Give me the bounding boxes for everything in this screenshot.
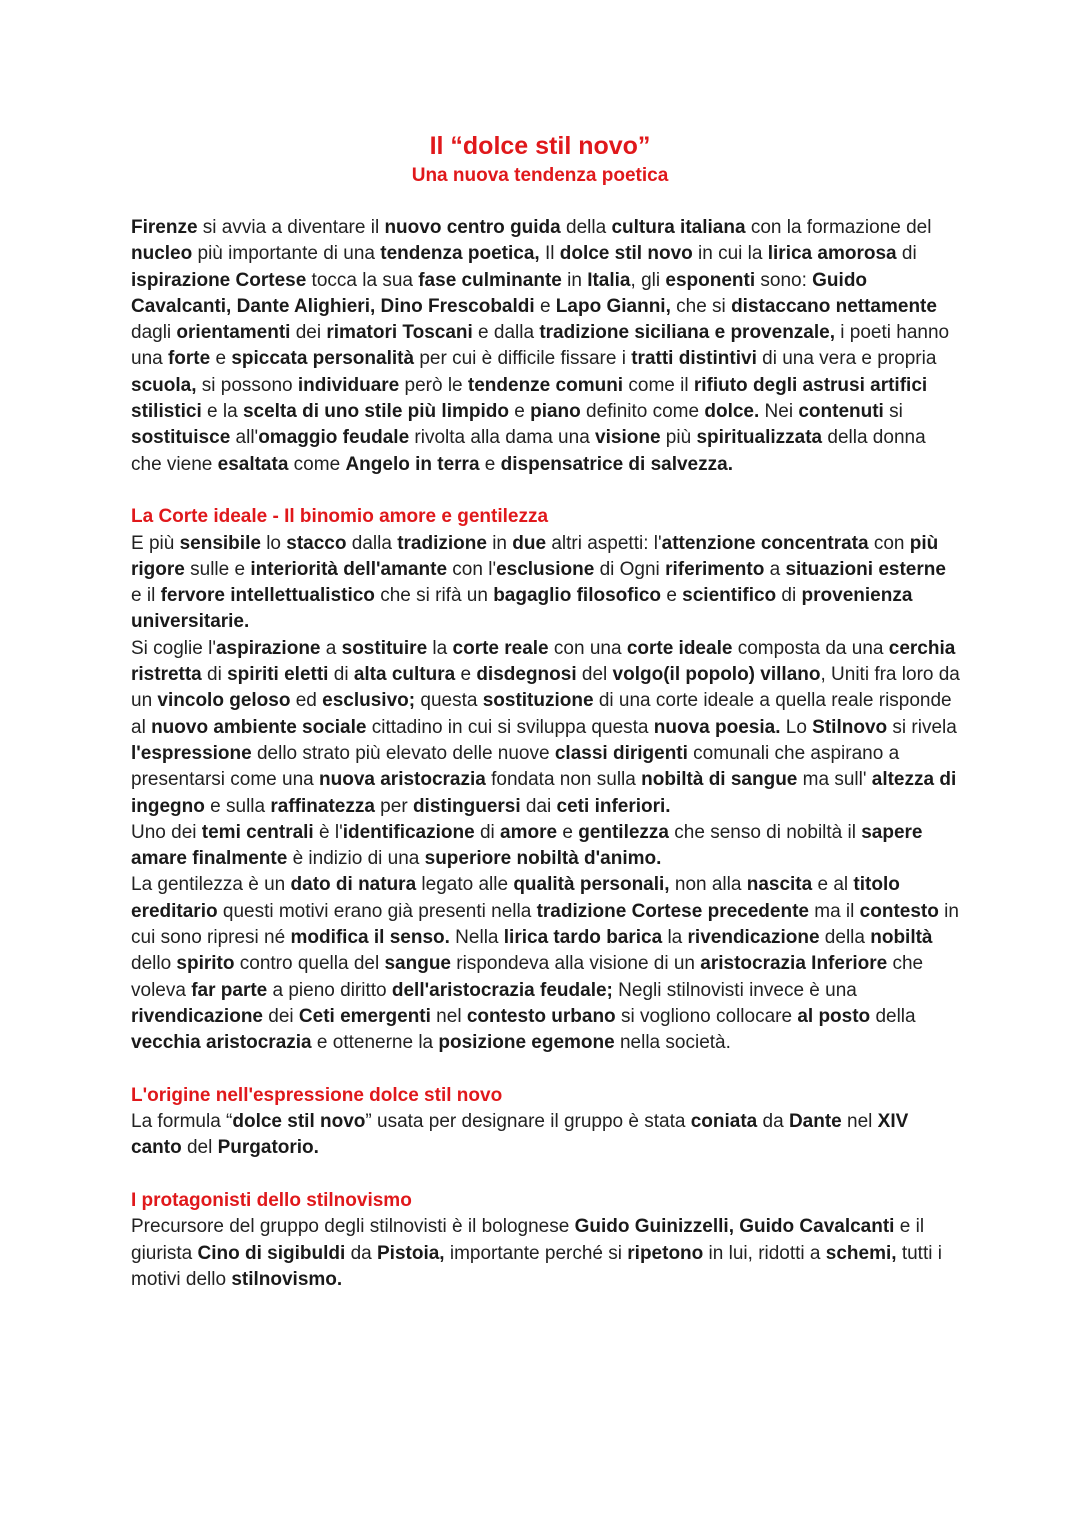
- bold-text: dato di natura: [290, 874, 417, 896]
- text-run: con: [868, 532, 910, 554]
- bold-text: ceti inferiori.: [556, 795, 671, 817]
- text-run: in cui la: [692, 243, 768, 265]
- bold-text: lirica tardo barica: [503, 927, 663, 949]
- paragraph: [131, 1109, 961, 1162]
- bold-text: contesto urbano: [466, 1005, 616, 1027]
- bold-text: tradizione siciliana e provenzale,: [539, 322, 835, 344]
- section-gap: [131, 1162, 961, 1188]
- section-heading: La Corte ideale - Il binomio amore e gentilezza: [131, 506, 549, 528]
- text-run: di Ogni: [594, 558, 666, 580]
- document-title: Il “dolce stil novo”: [429, 132, 651, 160]
- bold-text: far parte: [191, 979, 268, 1001]
- bold-text: nuova poesia.: [653, 716, 781, 738]
- bold-text: fase culminante: [418, 269, 562, 291]
- bold-text: cultura italiana: [611, 217, 746, 238]
- text-run: come: [288, 453, 346, 475]
- bold-text: omaggio feudale: [258, 427, 410, 449]
- text-run: della: [560, 217, 612, 238]
- text-run: , gli: [630, 269, 666, 291]
- bold-text: sostituisce: [131, 427, 231, 449]
- text-run: La formula “: [131, 1111, 233, 1133]
- bold-text: tradizione: [397, 532, 487, 554]
- text-run: Nei: [759, 401, 799, 423]
- bold-text: dolce stil novo: [232, 1111, 366, 1133]
- text-run: e: [210, 348, 232, 370]
- bold-text: Guido Guinizzelli, Guido Cavalcanti: [574, 1216, 895, 1238]
- bold-text: Guido Cavalcanti, Dante Alighieri, Dino Frescobaldi: [131, 269, 868, 317]
- bold-text: nobiltà di sangue: [641, 769, 798, 791]
- bold-text: Stilnovo: [812, 716, 888, 738]
- bold-text: spiccata personalità: [231, 348, 415, 370]
- bold-text: spiritualizzata: [696, 427, 823, 449]
- text-run: nel: [430, 1005, 467, 1027]
- text-run: da: [345, 1242, 377, 1264]
- bold-text: altezza di ingegno: [131, 769, 957, 817]
- bold-text: aristocrazia Inferiore: [700, 953, 888, 975]
- text-run: e al: [812, 874, 854, 896]
- bold-text: identificazione: [342, 821, 475, 843]
- bold-text: rivendicazione: [687, 927, 820, 949]
- bold-text: sostituzione: [482, 690, 594, 712]
- bold-text: riferimento: [665, 558, 765, 580]
- text-run: e la: [201, 401, 243, 423]
- text-run: per: [374, 795, 413, 817]
- bold-text: nuovo ambiente sociale: [151, 716, 367, 738]
- text-run: che si: [670, 295, 732, 317]
- bold-text: distaccano nettamente: [731, 295, 937, 317]
- paragraph: [131, 215, 961, 478]
- text-run: si: [883, 401, 903, 423]
- text-run: tutti i motivi dello: [131, 1242, 942, 1290]
- bold-text: posizione egemone: [438, 1032, 615, 1054]
- text-run: sono:: [755, 269, 813, 291]
- text-run: più: [660, 427, 697, 449]
- text-run: e: [661, 585, 683, 607]
- bold-text: situazioni esterne: [785, 558, 946, 580]
- text-run: e il giurista: [131, 1216, 925, 1264]
- text-run: Uno dei: [131, 821, 202, 843]
- text-run: fondata non sulla: [485, 769, 642, 791]
- bold-text: tradizione Cortese precedente: [536, 900, 809, 922]
- section-heading: L'origine nell'espressione dolce stil novo: [131, 1084, 503, 1106]
- text-run: definito come: [580, 401, 705, 423]
- text-run: che senso di nobiltà il: [669, 821, 862, 843]
- bold-text: Firenze: [131, 217, 198, 238]
- section-gap: [131, 478, 961, 504]
- text-run: E più: [131, 532, 180, 554]
- bold-text: lirica amorosa: [767, 243, 897, 265]
- text-run: del: [181, 1137, 218, 1159]
- text-run: ma il: [808, 900, 860, 922]
- bold-text: sangue: [384, 953, 452, 975]
- bold-text: dispensatrice di salvezza.: [500, 453, 733, 475]
- text-run: di: [328, 664, 354, 686]
- text-run: in: [486, 532, 513, 554]
- bold-text: Dante: [788, 1111, 842, 1133]
- bold-text: orientamenti: [176, 322, 291, 344]
- bold-text: due: [512, 532, 547, 554]
- bold-text: piano: [530, 401, 581, 423]
- text-run: e dalla: [472, 322, 540, 344]
- text-run: questi motivi erano già presenti nella: [217, 900, 537, 922]
- paragraph: [131, 636, 961, 820]
- bold-text: cerchia ristretta: [131, 637, 956, 686]
- bold-text: Cino di sigibuldi: [197, 1242, 346, 1264]
- text-run: a pieno diritto: [267, 979, 392, 1001]
- bold-text: coniata: [690, 1111, 758, 1133]
- text-run: e ottenerne la: [311, 1032, 439, 1054]
- bold-text: esponenti: [665, 269, 756, 291]
- text-run: con l': [447, 558, 497, 580]
- text-run: di una vera e propria: [756, 348, 937, 370]
- text-run: dello: [131, 953, 177, 975]
- text-run: dalla: [346, 532, 398, 554]
- text-run: di: [474, 821, 501, 843]
- bold-text: temi centrali: [201, 821, 314, 843]
- text-run: rivolta alla dama una: [409, 427, 596, 449]
- text-run: come il: [623, 374, 694, 396]
- text-run: nel: [841, 1111, 878, 1133]
- text-run: sulle e: [184, 558, 251, 580]
- bold-text: più rigore: [131, 532, 939, 580]
- bold-text: contenuti: [798, 401, 884, 423]
- bold-text: esclusivo;: [322, 690, 416, 712]
- bold-text: interiorità dell'amante: [250, 558, 448, 580]
- text-run: è l': [313, 821, 343, 843]
- text-run: la: [662, 927, 688, 949]
- bold-text: Ceti emergenti: [298, 1005, 431, 1027]
- text-run: che voleva: [131, 953, 924, 1001]
- text-run: che si rifà un: [374, 585, 494, 607]
- bold-text: rivendicazione: [131, 1005, 263, 1027]
- bold-text: tendenze comuni: [467, 374, 624, 396]
- bold-text: corte reale: [452, 637, 549, 659]
- text-run: legato alle: [416, 874, 514, 896]
- text-run: è indizio di una: [287, 848, 425, 870]
- bold-text: distinguersi: [412, 795, 521, 817]
- text-run: all': [230, 427, 259, 449]
- text-run: della: [870, 1005, 916, 1027]
- bold-text: al posto: [797, 1005, 871, 1027]
- text-run: rispondeva alla visione di un: [451, 953, 701, 975]
- text-run: della: [819, 927, 871, 949]
- text-run: di: [896, 243, 917, 265]
- text-run: di: [776, 585, 802, 607]
- bold-text: sensibile: [179, 532, 261, 554]
- bold-text: vecchia aristocrazia: [131, 1032, 312, 1054]
- bold-text: raffinatezza: [270, 795, 375, 817]
- text-run: si vogliono collocare: [615, 1005, 798, 1027]
- text-run: da: [757, 1111, 789, 1133]
- text-run: però le: [399, 374, 468, 396]
- bold-text: forte: [167, 348, 211, 370]
- paragraph: [131, 820, 961, 873]
- paragraph: [131, 531, 961, 636]
- bold-text: nobiltà: [870, 927, 933, 949]
- text-run: ma sull': [797, 769, 872, 791]
- bold-text: scientifico: [682, 585, 777, 607]
- text-run: la: [427, 637, 453, 659]
- text-run: ed: [290, 690, 323, 712]
- text-run: dei: [263, 1005, 299, 1027]
- bold-text: aspirazione: [215, 637, 321, 659]
- bold-text: tratti distintivi: [631, 348, 757, 370]
- bold-text: Purgatorio.: [217, 1137, 319, 1159]
- bold-text: Lapo Gianni,: [555, 295, 671, 317]
- text-run: , Uniti fra loro da un: [131, 664, 960, 712]
- text-run: La gentilezza è un: [131, 874, 291, 896]
- bold-text: classi dirigenti: [554, 742, 688, 764]
- paragraph: [131, 872, 961, 1056]
- text-run: più importante di una: [192, 243, 381, 265]
- text-run: e il: [131, 585, 161, 607]
- bold-text: esaltata: [217, 453, 289, 475]
- text-run: e: [534, 295, 556, 317]
- bold-text: qualità personali,: [513, 874, 670, 896]
- text-run: Si coglie l': [131, 637, 216, 659]
- paragraph: [131, 1214, 961, 1293]
- text-run: non alla: [669, 874, 747, 896]
- bold-text: corte ideale: [626, 637, 733, 659]
- text-run: questa: [415, 690, 483, 712]
- text-run: in cui sono ripresi né: [131, 900, 959, 949]
- text-run: di: [201, 664, 228, 686]
- bold-text: amore: [500, 821, 558, 843]
- text-run: altri aspetti: l': [546, 532, 662, 554]
- text-run: Nella: [449, 927, 504, 949]
- text-run: Negli stilnovisti invece è una: [612, 979, 857, 1001]
- text-run: lo: [260, 532, 287, 554]
- bold-text: fervore intellettualistico: [160, 585, 375, 607]
- bold-text: nuovo centro guida: [384, 217, 561, 238]
- bold-text: rifiuto degli astrusi artifici stilistici: [131, 374, 928, 423]
- text-run: ” usata per designare il gruppo è stata: [365, 1111, 691, 1133]
- bold-text: provenienza universitarie.: [131, 585, 913, 633]
- text-run: e sulla: [204, 795, 271, 817]
- bold-text: l'espressione: [131, 742, 252, 764]
- text-run: con la formazione del: [745, 217, 932, 238]
- text-run: dello strato più elevato delle nuove: [251, 742, 555, 764]
- bold-text: sapere amare finalmente: [131, 821, 923, 870]
- document-body: [131, 215, 961, 1293]
- bold-text: bagaglio filosofico: [493, 585, 662, 607]
- bold-text: dolce stil novo: [559, 243, 693, 265]
- text-run: con una: [548, 637, 627, 659]
- text-run: Il: [539, 243, 560, 265]
- bold-text: superiore nobiltà d'animo.: [424, 848, 662, 870]
- bold-text: ispirazione Cortese: [131, 269, 307, 291]
- bold-text: nascita: [746, 874, 813, 896]
- bold-text: schemi,: [825, 1242, 897, 1264]
- text-run: in: [561, 269, 588, 291]
- text-run: si avvia a diventare il: [197, 217, 385, 238]
- text-run: si possono: [196, 374, 298, 396]
- text-run: composta da una: [732, 637, 889, 659]
- bold-text: disdegnosi: [476, 664, 577, 686]
- bold-text: attenzione concentrata: [661, 532, 869, 554]
- text-run: tocca la sua: [306, 269, 419, 291]
- bold-text: nuova aristocrazia: [319, 769, 486, 791]
- bold-text: stacco: [286, 532, 347, 554]
- bold-text: individuare: [297, 374, 400, 396]
- bold-text: Italia: [587, 269, 631, 291]
- bold-text: alta cultura: [353, 664, 456, 686]
- bold-text: scelta di uno stile più limpido: [242, 401, 509, 423]
- document-subtitle: Una nuova tendenza poetica: [411, 165, 669, 186]
- text-run: Precursore del gruppo degli stilnovisti è il bolognese: [131, 1216, 575, 1238]
- text-run: in lui, ridotti a: [703, 1242, 826, 1264]
- bold-text: Pistoia,: [377, 1242, 445, 1264]
- bold-text: tendenza poetica,: [380, 243, 540, 265]
- text-run: importante perché si: [444, 1242, 628, 1264]
- bold-text: vincolo geloso: [157, 690, 291, 712]
- bold-text: scuola,: [131, 374, 197, 396]
- text-run: contro quella del: [234, 953, 385, 975]
- bold-text: esclusione: [496, 558, 595, 580]
- text-run: comunali che aspirano a presentarsi come una: [131, 742, 900, 791]
- text-run: dei: [290, 322, 327, 344]
- text-run: della donna che viene: [131, 427, 926, 475]
- bold-text: dell'aristocrazia feudale;: [391, 979, 613, 1001]
- text-run: per cui è difficile fissare i: [414, 348, 632, 370]
- section-heading: I protagonisti dello stilnovismo: [131, 1189, 412, 1211]
- text-run: e: [479, 453, 501, 475]
- text-run: a: [320, 637, 342, 659]
- bold-text: XIV canto: [131, 1111, 909, 1159]
- bold-text: ripetono: [627, 1242, 704, 1264]
- bold-text: sostituire: [341, 637, 428, 659]
- bold-text: modifica il senso.: [290, 927, 450, 949]
- bold-text: spirito: [176, 953, 235, 975]
- bold-text: nucleo: [131, 243, 193, 265]
- text-run: e: [557, 821, 579, 843]
- text-run: i poeti hanno una: [131, 322, 950, 370]
- bold-text: spiriti eletti: [227, 664, 329, 686]
- bold-text: contesto: [859, 900, 939, 922]
- text-run: e: [455, 664, 477, 686]
- section-gap: [131, 1057, 961, 1083]
- bold-text: stilnovismo.: [231, 1268, 343, 1290]
- bold-text: rimatori Toscani: [326, 322, 473, 344]
- text-run: nella società.: [614, 1032, 731, 1054]
- text-run: si rivela: [887, 716, 957, 738]
- text-run: del: [576, 664, 613, 686]
- text-run: e: [508, 401, 531, 423]
- bold-text: gentilezza: [578, 821, 669, 843]
- text-run: Lo: [780, 716, 813, 738]
- text-run: dai: [520, 795, 557, 817]
- bold-text: visione: [595, 427, 661, 449]
- text-run: cittadino in cui si sviluppa questa: [366, 716, 654, 738]
- bold-text: dolce.: [704, 401, 760, 423]
- text-run: di una corte ideale a quella reale risponde al: [131, 690, 952, 738]
- text-run: dagli: [131, 322, 177, 344]
- bold-text: Angelo in terra: [345, 453, 480, 475]
- bold-text: titolo ereditario: [131, 874, 900, 922]
- bold-text: volgo(il popolo) villano: [612, 664, 821, 686]
- text-run: a: [764, 558, 786, 580]
